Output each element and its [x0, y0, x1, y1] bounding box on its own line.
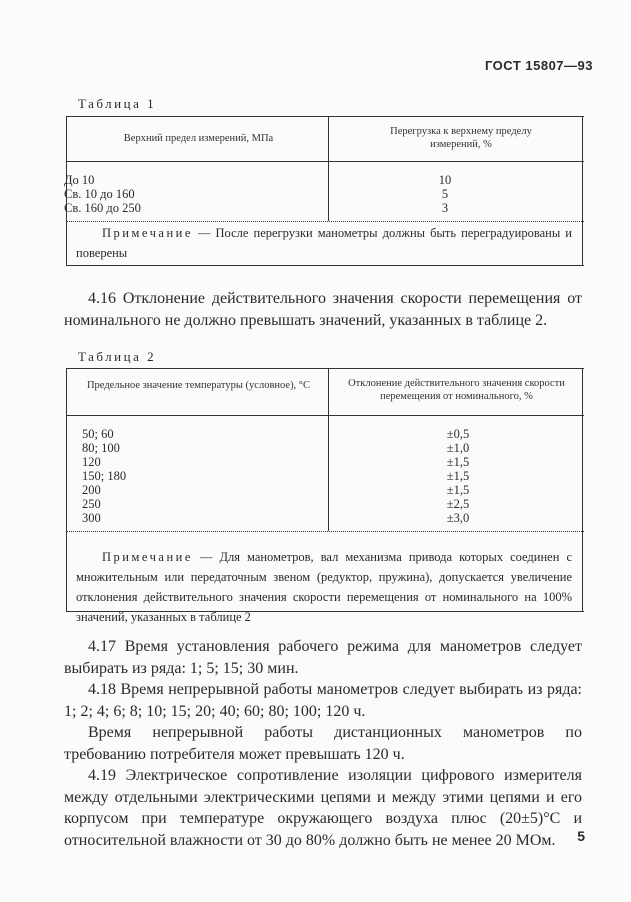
table2 — [66, 368, 584, 624]
table2-col1 — [82, 427, 282, 525]
table2-note-label: Примечание — [102, 550, 193, 564]
table1-row-value: 10 — [438, 173, 452, 187]
table1-note-text: — После перегрузки манометры должны быть переградуированы и поверены — [76, 226, 572, 260]
table2-note — [76, 547, 572, 627]
page-number: 5 — [577, 828, 585, 844]
table1-note-label: Примечание — [102, 226, 193, 240]
table2-col2-header: Отклонение действительного значения скорости перемещения от номинального, % — [348, 378, 565, 402]
table1-caption: Таблица 1 — [78, 96, 157, 111]
table1-col1 — [64, 173, 314, 215]
table2-row-dev: ±2,5 — [446, 497, 470, 511]
table2-row-temp: 120 — [82, 455, 101, 469]
table2-note-text: — Для манометров, вал механизма привода которых соединен с множительным или передаточным звеном (редуктор, пружина), допускается увеличение отклонения действительного значения скорости перемещения от номинального на 100% значений, указанных в таблице 2 — [76, 550, 572, 624]
table2-row-dev: ±1,5 — [446, 483, 470, 497]
table1-row-range: Св. 160 до 250 — [64, 201, 141, 215]
table1-row-range: До 10 — [64, 173, 95, 187]
table2-row-temp: 200 — [82, 483, 101, 497]
table2-row-temp: 150; 180 — [82, 469, 127, 483]
table2-row-dev: ±1,5 — [446, 469, 470, 483]
table2-col2 — [438, 427, 478, 525]
table2-row-temp: 80; 100 — [82, 441, 120, 455]
table2-row-temp: 250 — [82, 497, 101, 511]
standard-header: ГОСТ 15807—93 — [484, 58, 593, 73]
table2-row-dev: ±1,5 — [446, 455, 470, 469]
table2-row-dev: ±0,5 — [446, 427, 470, 441]
paragraph-4-18: 4.18 Время непрерывной работы манометров следует выбирать из ряда: 1; 2; 4; 6; 8; 10; 15; 20; 40; 60; 80; 100; 120 ч. — [64, 681, 582, 720]
paragraph-4-17: 4.17 Время установления рабочего режима для манометров следует выбирать из ряда: 1; 5; 15; 30 мин. — [64, 638, 582, 677]
table1-col2 — [430, 173, 460, 215]
paragraph-4-18-continuation: Время непрерывной работы дистанционных манометров по требованию потребителя может превышать 120 ч. — [64, 724, 582, 763]
table1-row-value: 5 — [441, 187, 449, 201]
table1 — [66, 116, 584, 266]
table1-col1-header: Верхний предел измерений, МПа — [123, 133, 274, 144]
table2-row-temp: 300 — [82, 511, 101, 525]
table1-row-value: 3 — [441, 201, 449, 215]
table1-row-range: Св. 10 до 160 — [64, 187, 135, 201]
paragraph-4-16: 4.16 Отклонение действительного значения скорости перемещения от номинального не должно превышать значений, указанных в таблице 2. — [64, 290, 582, 329]
table2-row-temp: 50; 60 — [82, 427, 114, 441]
table1-note — [76, 223, 572, 263]
table2-caption: Таблица 2 — [78, 349, 157, 364]
table2-row-dev: ±1,0 — [446, 441, 470, 455]
table1-col2-header: Перегрузка к верхнему пределу измерений, % — [390, 126, 532, 150]
table2-row-dev: ±3,0 — [446, 511, 470, 525]
table2-col1-header: Предельное значение температуры (условное), °С — [86, 380, 311, 391]
paragraph-4-19: 4.19 Электрическое сопротивление изоляции цифрового измерителя между отдельными электрическими цепями и между этими цепями и его корпусом при температуре окружающего воздуха плюс (20±5)°С и относительной влажности от 30 до 80% должно быть не менее 20 МОм. — [64, 767, 582, 849]
body-text — [64, 636, 582, 851]
